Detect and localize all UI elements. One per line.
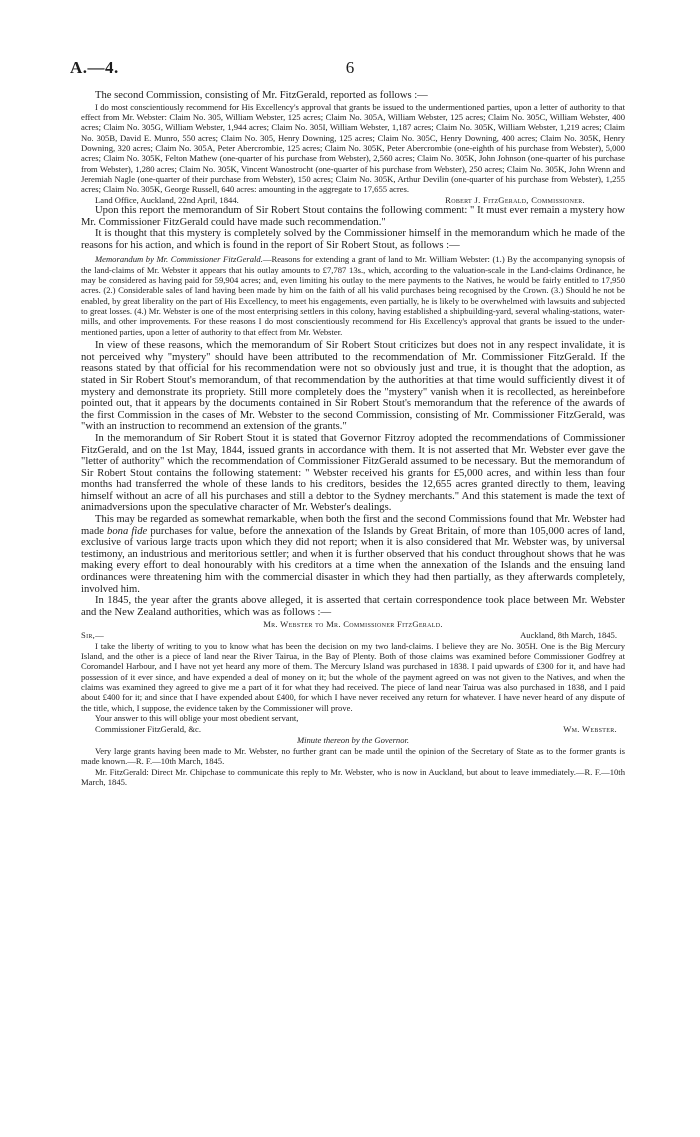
report-place-date: Land Office, Auckland, 22nd April, 1844. — [95, 194, 239, 205]
report-signoff — [81, 195, 625, 205]
fitzgerald-memorandum — [81, 254, 625, 337]
letter-salutation: Sir,— — [81, 630, 105, 641]
intro-paragraph: The second Commission, consisting of Mr. FitzGerald, reported as follows :— — [95, 90, 428, 101]
remarkable-emphasis: bona fide — [107, 525, 148, 537]
page-body — [81, 90, 625, 787]
letter-signature: Wm. Webster. — [563, 723, 617, 734]
paragraph-mystery-solved: It is thought that this mystery is completely solved by the Commissioner himself in the memorandum which he made of the reasons for his action, and which is found in the report of Sir Robert Stout, as follows :— — [81, 228, 625, 251]
memorandum-title: Memorandum by Mr. Commissioner FitzGerald. — [95, 254, 263, 265]
letter-signoff — [81, 724, 625, 734]
minute-paragraph-2: Mr. FitzGerald: Direct Mr. Chipchase to communicate this reply to Mr. Webster, who is now in Auckland, but about to leave immediately.—R. F.—10th March, 1845. — [81, 766, 625, 787]
page-header — [70, 58, 630, 78]
remarkable-text-a: This may be regarded as somewhat remarkable, when both the first and the second Commissions found that Mr. Webster had made — [81, 514, 625, 537]
paragraph-upon-report: Upon this report the memorandum of Sir Robert Stout contains the following comment: " It must ever remain a mystery how Mr. Commissioner FitzGerald could have made such recommendation." — [81, 205, 625, 228]
paragraph-remarkable — [81, 514, 625, 595]
paragraph-in-view: In view of these reasons, which the memorandum of Sir Robert Stout criticizes but does not in any respect invalidate, it is not perceived why "mystery" should have been attributed to the recommendation of Mr. Commissioner FitzGerald. If the reasons stated by that official for his recommendation were not so obviously just and true, it is thought that the adoption, as stated in Sir Robert Stout's memorandum, of that recommendation by the authorities at that time would sufficiently divest it of mystery and demonstrate its propriety. Still more completely does the "mystery" vanish when it is recollected, as hereinbefore pointed out, that it appears by the documents contained in Sir Robert Stout's memorandum that the reference of the awards of the first Commission in the cases of Mr. Webster to the second Commission, consisting of Mr. Commissioner FitzGerald, was "with an instruction to recommend an extension of the grants." — [81, 340, 625, 433]
paragraph-stout-memorandum: In the memorandum of Sir Robert Stout it is stated that Governor Fitzroy adopted the recommendations of Commissioner FitzGerald, and on the 1st May, 1844, issued grants in accordance with them. It is not asserted that Mr. Webster ever gave the "letter of authority" which the recommendation of Commissioner FitzGerald assumed to be necessary. But the memorandum of Sir Robert Stout contains the following statement: " Webster received his grants for £5,000 acres, and within less than four months had transferred the whole of these lands to his creditors, besides the 12,655 acres granted directly to them, leaving himself without an acre of all his purchases and still a debtor to the Sydney merchants." And this statement is made the text of animadversions upon the speculative character of Mr. Webster's dealings. — [81, 432, 625, 514]
letter-place-date: Auckland, 8th March, 1845. — [520, 630, 617, 641]
minute-paragraph-1: Very large grants having been made to Mr. Webster, no further grant can be made until the opinion of the Secretary of State as to the former grants is made known.—R. F.—10th March, 1845. — [81, 745, 625, 767]
paragraph-1845: In 1845, the year after the grants above alleged, it is asserted that certain correspondence took place between Mr. Webster and the New Zealand authorities, which was as follows :— — [81, 595, 625, 618]
fitzgerald-report: I do most conscientiously recommend for His Excellency's approval that grants be issued to the undermentioned parties, upon a letter of authority to that effect from Mr. Webster: Claim No. 305, William Webster, 125 acres; Claim No. 305A, William Webster, 125 acres; Claim No. 305C, William Webster, 400 acres; Claim No. 305G, William Webster, 1,944 acres; Claim No. 305I, William Webster, 1,187 acres; Claim No. 305K, William Webster, 1,219 acres; Claim No. 305B, David E. Munro, 550 acres; Claim No. 305, Henry Downing, 125 acres; Claim No. 305C, Henry Downing, 400 acres; Claim No. 305K, Henry Downing, 320 acres; Claim No. 305A, Peter Abercrombie, 125 acres; Claim No. 305K, Peter Abercrombie (one-eighth of his purchase from Webster), 5,000 acres; Claim No. 305K, Felton Mathew (one-quarter of his purchase from Webster), 2,560 acres; Claim No. 305K, John Johnson (one-quarter of his purchase from Webster), 1,280 acres; Claim No. 305K, Vincent Wanostrocht (one-quarter of his purchase from Webster), 250 acres; Claim No. 305K, John Wrenn and Jeremiah Nagle (one-quarter of their purchase from Webster), 150 acres; Claim No. 305K, Arthur Devilin (one-quarter of his purchase from Webster), 1,255 acres; Claim No. 305K, George Russell, 640 acres: amounting in the aggregate to 17,655 acres. — [81, 101, 625, 195]
remarkable-text-b: purchases for value, before the annexation of the Islands by Great Britain, of more than 105,000 acres of land, exclusive of various large tracts upon which they did not report; when it is also considered that Mr. Webster was, by universal testimony, an industrious and meritorious settler; and when it is further observed that his conduct throughout shows that he was making every effort to deal honourably with his creditors at a time when the annexation of the Islands and the ensuing land ordinances were threatening him with the commercial disaster in which they had then partially, as they afterwards completely, involved him. — [81, 525, 626, 595]
letter-closing: Your answer to this will oblige your most obedient servant, — [95, 713, 299, 724]
letter-addressee: Commissioner FitzGerald, &c. — [95, 723, 201, 734]
letter-title: Mr. Webster to Mr. Commissioner FitzGerald. — [263, 619, 443, 630]
document-reference: A.—4. — [70, 58, 119, 77]
report-signature: Robert J. FitzGerald, Commissioner. — [445, 194, 585, 205]
page-number: 6 — [345, 58, 355, 77]
letter-body: I take the liberty of writing to you to know what has been the decision on my two land-claims. I believe they are No. 305H. One is the Big Mercury Island, and the other is a piece of land near the River Tairua, in the Bay of Plenty. Both of those claims was examined before Commissioner Godfrey at Coromandel Harbour, and I have not yet heard any more of them. The Mercury Island was purchased in 1838. I paid upwards of £300 for it, and have had possession of it ever since, and have expended a deal of money on it; but the whole of the payment agreed on was not given to the Natives, and when the claims was examined they agreed to give me a part of it for what they had received. The piece of land near Tairua was also purchased in 1838, and I paid about £400 for it; and since that I have expended about £400, for which I have never received any return for whatever. I have never heard of any dispute of the title, which, I suppose, the evidence taken by the Commissioner will prove. — [81, 640, 625, 713]
minute-title: Minute thereon by the Governor. — [296, 734, 410, 745]
memorandum-text: —Reasons for extending a grant of land to Mr. William Webster: (1.) By the accompanying synopsis of the land-claims of Mr. Webster it appears that his outlay amounts to £7,787 13s., which, according to the valuation-scale in the Land-claims Ordinance, he may be considered as having paid for 59,904 acres; and, even limiting his outlay to the mere payments to the Natives, he would be fairly entitled to 17,950 acres. (2.) Considerable sales of land having been made by him on the faith of all his valid purchases being recognised by the Crown. (3.) Should he not be enabled, by great liberality on the part of His Excellency, to meet his engagements, even partially, he is likely to be overwhelmed with lawsuits and subjected to great losses. (4.) Mr. Webster is one of the most enterprising settlers in this colony, having established a shipbuilding-yard, several whaling-stations, water-mills, and other improvements. For these reasons I do most conscientiously recommend for His Excellency's approval that grants be issued to the under-mentioned parties, upon a letter of authority to that effect from Mr. Webster. — [81, 254, 626, 337]
letter-heading — [81, 630, 625, 640]
